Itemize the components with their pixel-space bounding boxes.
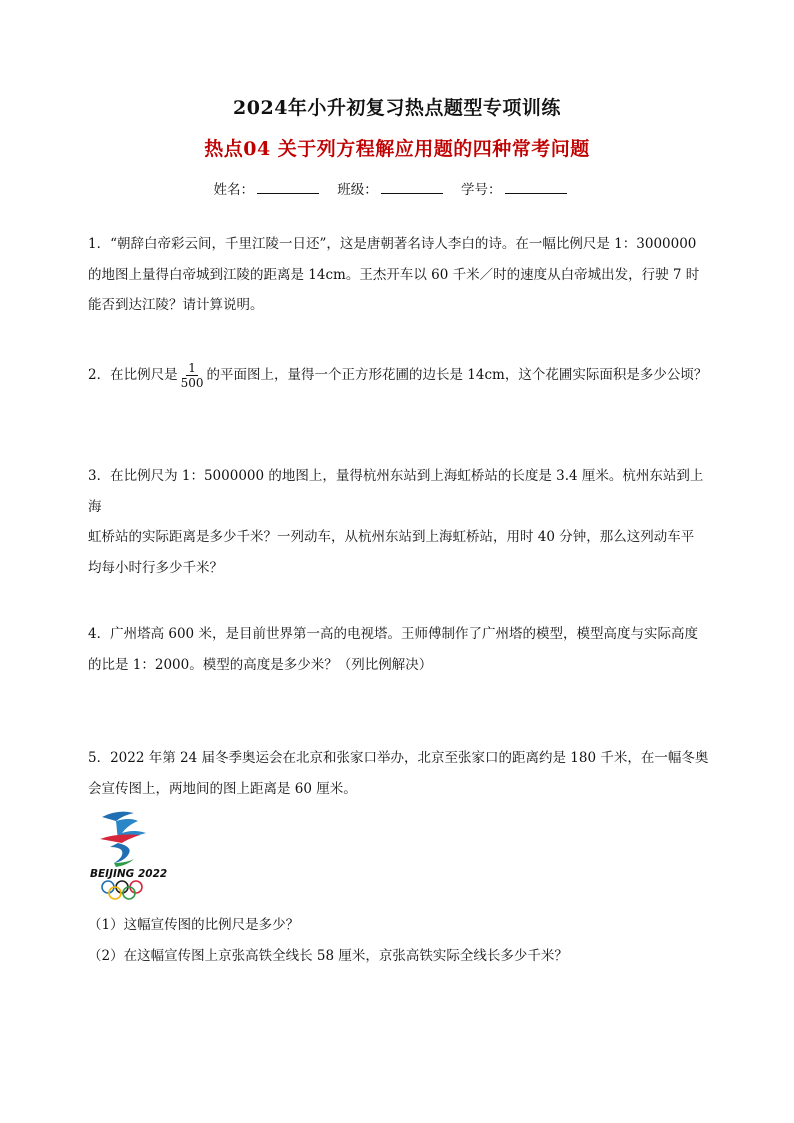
question-3-line-1: 3．在比例尺为 1：5000000 的地图上，量得杭州东站到上海虹桥站的长度是 3.4 厘米。杭州东站到上海 [88, 468, 704, 515]
question-5-line-2: 会宣传图上，两地间的图上距离是 60 厘米。 [88, 780, 357, 797]
class-field[interactable] [381, 181, 443, 194]
name-label: 姓名： [213, 182, 254, 198]
question-3-line-3: 均每小时行多少千米？ [88, 559, 223, 576]
question-5-line-1: 5．2022 年第 24 届冬季奥运会在北京和张家口举办，北京至张家口的距离约是 180 千米，在一幅冬奥 [88, 750, 709, 766]
question-2-suffix: 的平面图上，量得一个正方形花圃的边长是 14cm，这个花圃实际面积是多少公顷？ [206, 367, 708, 383]
logo-stroke-red [100, 835, 140, 844]
question-5-sub-1: （1）这幅宣传图的比例尺是多少？ [88, 917, 300, 933]
question-4-line-1: 4．广州塔高 600 米，是目前世界第一高的电视塔。王师傅制作了广州塔的模型，模型高度与实际高度 [88, 626, 698, 642]
question-1-line-3: 能否到达江陵？请计算说明。 [88, 297, 264, 313]
question-1-line-1: 1．“朝辞白帝彩云间，千里江陵一日还”，这是唐朝著名诗人李白的诗。在一幅比例尺是 1：3000000 [88, 236, 697, 252]
logo-text: BEIJING 2022 [90, 868, 168, 880]
question-3-line-2: 虹桥站的实际距离是多少千米？一列动车，从杭州东站到上海虹桥站，用时 40 分钟，那么这列动车平 [88, 529, 695, 545]
page-subtitle: 热点04 关于列方程解应用题的四种常考问题 [204, 138, 590, 160]
question-1 [88, 229, 712, 321]
name-field[interactable] [257, 181, 319, 194]
question-1-line-2: 的地图上量得白帝城到江陵的距离是 14cm。王杰开车以 60 千米／时的速度从白帝城出发，行驶 7 时 [88, 266, 700, 283]
fraction-numerator: 1 [188, 361, 196, 375]
id-label: 学号： [461, 182, 502, 198]
logo-stroke-green [114, 859, 134, 867]
question-2-prefix: 2．在比例尺是 [88, 367, 178, 383]
student-info-row [0, 178, 794, 198]
class-label: 班级： [337, 182, 378, 198]
question-5-sub-2: （2）在这幅宣传图上京张高铁全线长 58 厘米，京张高铁实际全线长多少千米？ [88, 948, 568, 964]
question-4-line-2: 的比是 1：2000。模型的高度是多少米？（列比例解决） [88, 656, 433, 673]
page-title: 2024年小升初复习热点题型专项训练 [233, 97, 561, 119]
scale-fraction [179, 361, 206, 390]
logo-stroke-lower [110, 843, 130, 863]
question-4 [88, 619, 712, 680]
question-5 [88, 743, 712, 804]
question-2 [88, 360, 712, 391]
fraction-denominator: 500 [180, 376, 204, 390]
question-3 [88, 461, 712, 583]
id-field[interactable] [505, 181, 567, 194]
beijing-2022-logo-image [88, 807, 176, 903]
